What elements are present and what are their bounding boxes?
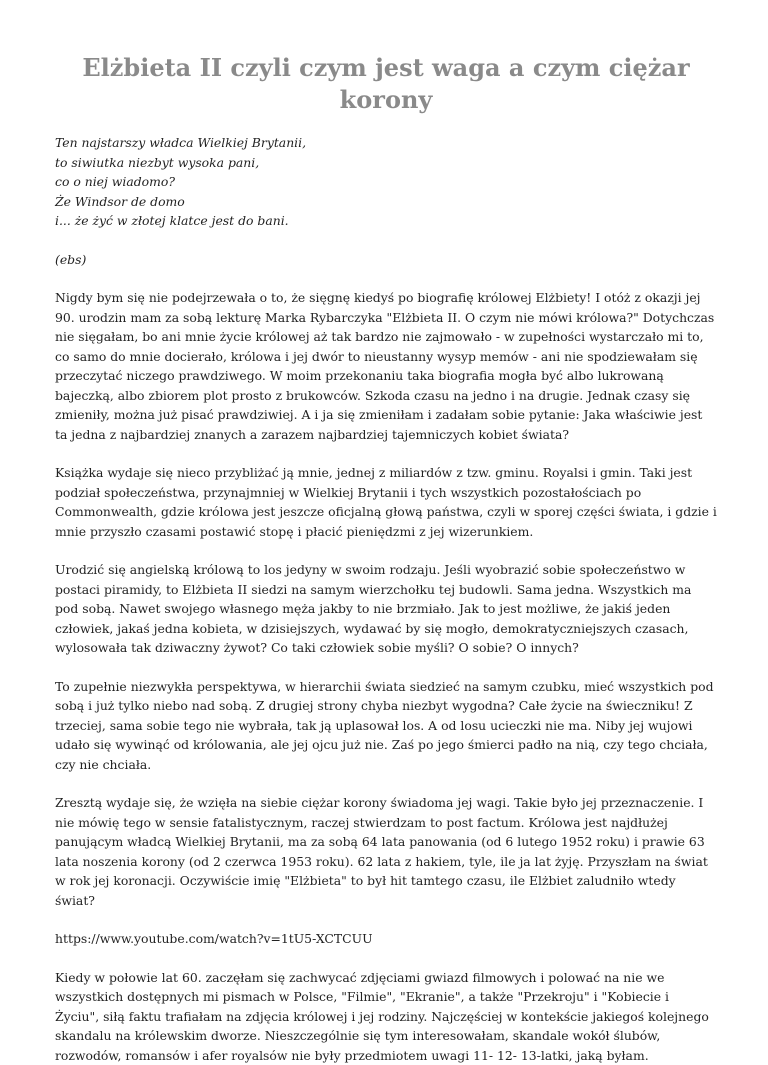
paragraph: Nigdy bym się nie podejrzewała o to, że sięgnę kiedyś po biografię królowej Elżbiety! I otóż z okazji jej 90. urodzin mam za sobą lekturę Marka Rybarczyka "Elżbieta II. O czym nie mówi królowa?" Dotychczas nie sięgałam, bo ani mnie życie królowej aż tak bardzo nie zajmowało - w zupełności wystarczało mi to, co samo do mnie docierało, królowa i jej dwór to nieustanny wysyp memów - ani nie spodziewałam się przeczytać niczego prawdziwego. W moim przekonaniu taka biografia mogła być albo lukrowaną bajeczką, albo zbiorem plot prosto z brukowców. Szkoda czasu na jedno i na drugie. Jednak czasy się zmieniły, można już pisać prawdziwiej. A i ja się zmieniłam i zadałam sobie pytanie: Jaka właściwie jest ta jedna z najbardziej znanych a zarazem najbardziej tajemniczych kobiet świata?	[55, 288, 717, 444]
poem-line: co o niej wiadomo?	[55, 172, 717, 192]
poem-line: i... że żyć w złotej klatce jest do bani.	[55, 211, 717, 231]
paragraph: Zresztą wydaje się, że wzięła na siebie ciężar korony świadoma jej wagi. Takie było jej przeznaczenie. I nie mówię tego w sensie fatalistycznym, raczej stwierdzam to post factum. Królowa jest najdłużej panującym władcą Wielkiej Brytanii, ma za sobą 64 lata panowania (od 6 lutego 1952 roku) i prawie 63 lata noszenia korony (od 2 czerwca 1953 roku). 62 lata z hakiem, tyle, ile ja lat żyję. Przyszłam na świat w rok jej koronacji. Oczywiście imię "Elżbieta" to był hit tamtego czasu, ile Elżbiet zaludniło wtedy świat?	[55, 793, 717, 910]
document-title: Elżbieta II czyli czym jest waga a czym ciężar korony	[55, 52, 717, 116]
poem	[55, 133, 717, 231]
paragraph: Urodzić się angielską królową to los jedyny w swoim rodzaju. Jeśli wyobrazić sobie społeczeństwo w postaci piramidy, to Elżbieta II siedzi na samym wierzchołku tej budowli. Sama jedna. Wszystkich ma pod sobą. Nawet swojego własnego męża jakby to nie brzmiało. Jak to jest możliwe, że jakiś jeden człowiek, jakaś jedna kobieta, w dzisiejszych, wydawać by się mogło, demokratyczniejszych czasach, wylosowała tak dziwaczny żywot? Co taki człowiek sobie myśli? O sobie? O innych?	[55, 560, 717, 658]
document-page	[55, 0, 717, 1065]
poem-author: (ebs)	[55, 250, 717, 270]
paragraph: Kiedy w połowie lat 60. zaczęłam się zachwycać zdjęciami gwiazd filmowych i polować na nie we wszystkich dostępnych mi pismach w Polsce, "Filmie", "Ekranie", a także "Przekroju" i "Kobiecie i Życiu", siłą faktu trafiałam na zdjęcia królowej i jej rodziny. Najczęściej w kontekście jakiegoś kolejnego skandalu na królewskim dworze. Nieszczególnie się tym interesowałam, skandale wokół ślubów, rozwodów, romansów i afer royalsów nie były przedmiotem uwagi 11- 12- 13-latki, jaką byłam.	[55, 968, 717, 1065]
paragraph: To zupełnie niezwykła perspektywa, w hierarchii świata siedzieć na samym czubku, mieć wszystkich pod sobą i już tylko niebo nad sobą. Z drugiej strony chyba niezbyt wygodna? Całe życie na świeczniku! Z trzeciej, sama sobie tego nie wybrała, tak ją uplasował los. A od losu ucieczki nie ma. Niby jej wujowi udało się wywinąć od królowania, ale jej ojcu już nie. Zaś po jego śmierci padło na nią, czy tego chciała, czy nie chciała.	[55, 677, 717, 775]
poem-line: Że Windsor de domo	[55, 192, 717, 212]
poem-line: Ten najstarszy władca Wielkiej Brytanii,	[55, 133, 717, 153]
poem-line: to siwiutka niezbyt wysoka pani,	[55, 153, 717, 173]
paragraph: Książka wydaje się nieco przybliżać ją mnie, jednej z miliardów z tzw. gminu. Royalsi i gmin. Taki jest podział społeczeństwa, przynajmniej w Wielkiej Brytanii i tych wszystkich pozostałościach po Commonwealth, gdzie królowa jest jeszcze oficjalną głową państwa, czyli w sporej części świata, i gdzie i mnie przyszło czasami postawić stopę i płacić pieniędzmi z jej wizerunkiem.	[55, 463, 717, 541]
youtube-link[interactable]: https://www.youtube.com/watch?v=1tU5-XCTCUU	[55, 929, 717, 949]
